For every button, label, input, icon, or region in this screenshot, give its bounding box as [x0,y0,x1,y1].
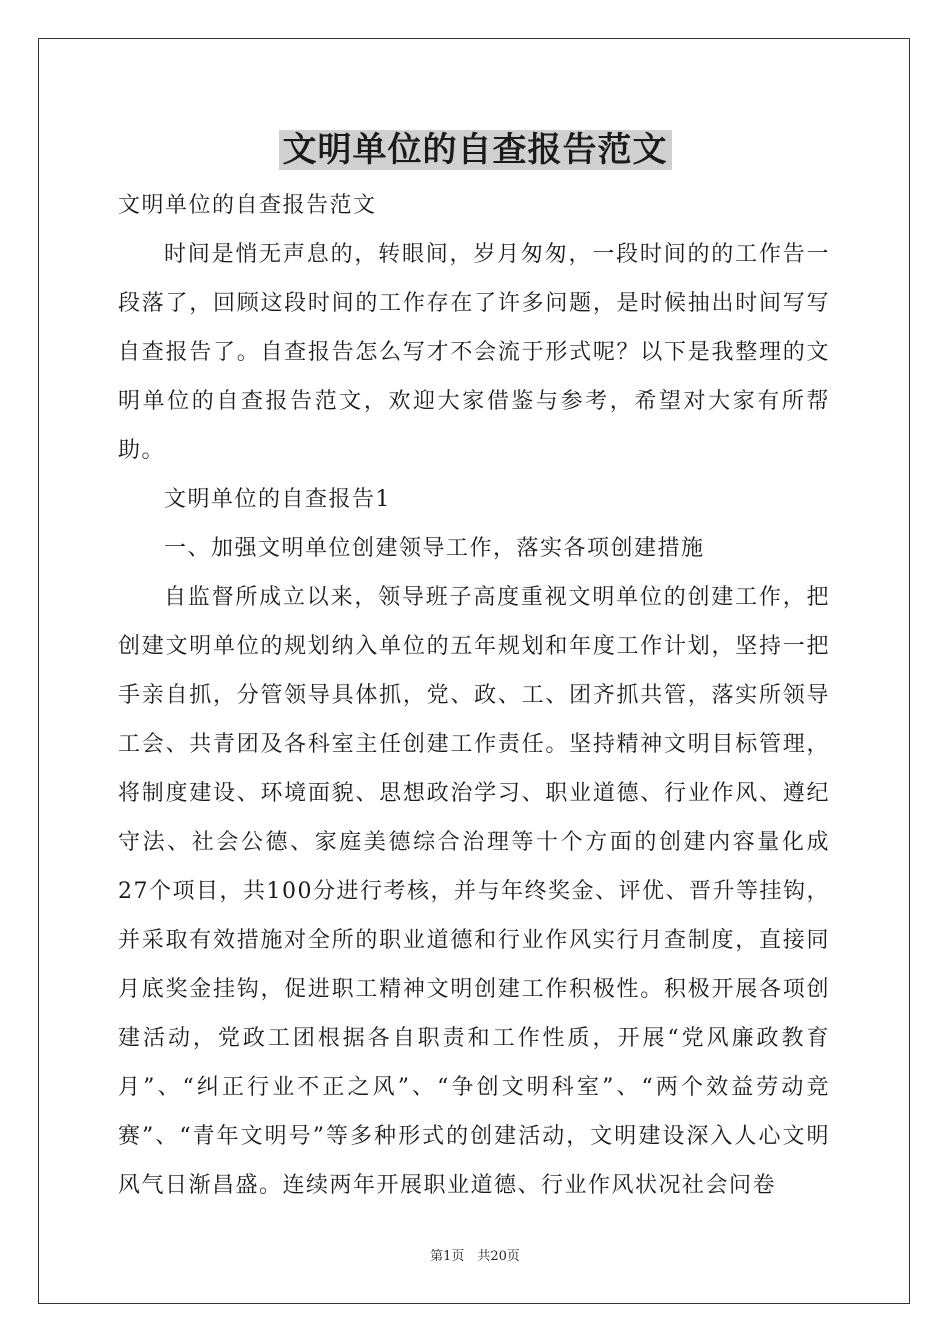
paragraph-section-heading: 文明单位的自查报告1 [164,487,391,512]
document-title [0,128,950,172]
paragraph-body: 自监督所成立以来，领导班子高度重视文明单位的创建工作，把创建文明单位的规划纳入单位的五年规划和年度工作计划，坚持一把手亲自抓，分管领导具体抓，党、政、工、团齐抓共管，落实所领导工会、共青团及各科室主任创建工作责任。坚持精神文明目标管理，将制度建设、环境面貌、思想政治学习、职业道德、行业作风、遵纪守法、社会公德、家庭美德综合治理等十个方面的创建内容量化成27个项目，共100分进行考核，并与年终奖金、评优、晋升等挂钩，并采取有效措施对全所的职业道德和行业作风实行月查制度，直接同月底奖金挂钩，促进职工精神文明创建工作积极性。积极开展各项创建活动，党政工团根据各自职责和工作性质，开展“党风廉政教育月”、“纠正行业不正之风”、“争创文明科室”、“两个效益劳动竞赛”、“青年文明号”等多种形式的创建活动，文明建设深入人心文明风气日渐昌盛。连续两年开展职业道德、行业作风状况社会问卷 [118,585,830,1198]
paragraph-subheading: 一、加强文明单位创建领导工作，落实各项创建措施 [164,536,705,561]
paragraph-subtitle: 文明单位的自查报告范文 [118,193,377,218]
document-body [118,181,830,1210]
paragraph-intro: 时间是悄无声息的，转眼间，岁月匆匆，一段时间的的工作告一段落了，回顾这段时间的工作存在了许多问题，是时候抽出时间写写自查报告了。自查报告怎么写才不会流于形式呢？以下是我整理的文明单位的自查报告范文，欢迎大家借鉴与参考，希望对大家有所帮助。 [118,242,830,463]
page-number-footer: 第1页 共20页 [430,1249,520,1264]
document-title-text: 文明单位的自查报告范文 [279,130,672,170]
